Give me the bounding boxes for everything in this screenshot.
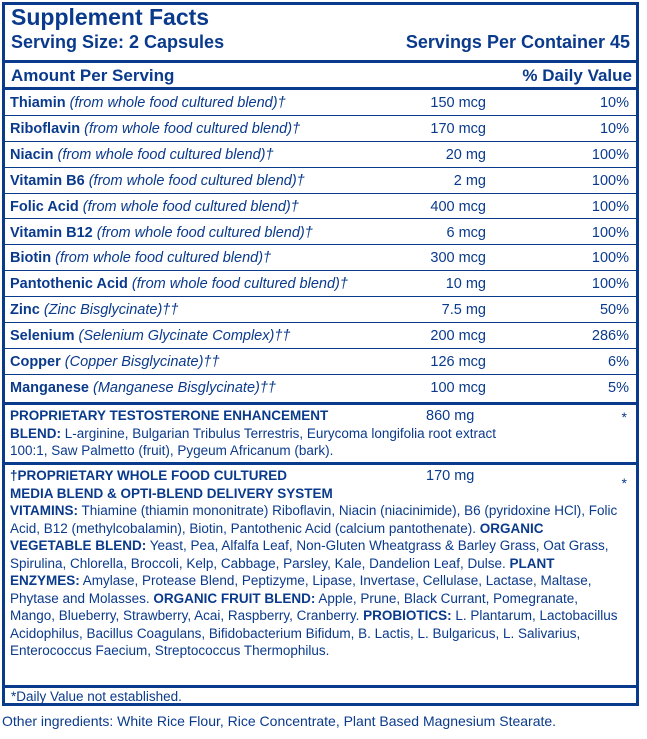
servings-per-container: Servings Per Container 45 [405,32,630,52]
nutrient-name [10,95,286,111]
probiotics-label: PROBIOTICS: [363,608,452,623]
nutrient-amount: 10 mg [445,276,486,293]
nutrient-name [10,225,313,241]
nutrient-dv: 50% [599,302,629,319]
nutrient-dv: 10% [599,120,629,137]
nutrient-dv: 100% [591,146,629,163]
nutrient-amount: 7.5 mg [441,302,486,319]
nutrient-dv: 6% [608,354,629,370]
nutrient-name [10,276,348,292]
nutrient-amount: 6 mcg [446,224,486,241]
nutrient-label: Selenium [10,328,75,345]
nutrient-name [10,173,305,189]
nutrient-source: (Manganese Bisglycinate)†† [93,379,276,396]
nutrient-row [5,116,636,142]
fruit-text: Apple, Prune, Black Currant, Pomegranate, Mango, Blueberry, Strawberry, Acai, Raspberry, Cranberry. [10,590,578,623]
daily-value-header: % Daily Value [522,66,632,85]
nutrient-row [5,375,636,401]
blend-dv: * [621,409,627,425]
nutrient-label: Niacin [10,146,54,163]
fruit-label: ORGANIC FRUIT BLEND: [153,590,316,606]
nutrient-source: (Selenium Glycinate Complex)†† [78,328,291,345]
nutrient-label: Pantothenic Acid [10,276,128,293]
nutrient-source: (from whole food cultured blend)† [69,95,286,111]
nutrient-amount: 2 mg [453,172,486,189]
vegetable-label: ORGANIC VEGETABLE BLEND: [10,520,544,553]
nutrient-amount: 126 mcg [430,354,486,370]
nutrient-row [5,220,636,246]
nutrient-row [5,245,636,271]
blend-amount: 860 mg [426,408,475,424]
blend-ingredients: L-arginine, Bulgarian Tribulus Terrestris, Eurycoma longifolia root extract [61,425,496,441]
vitamins-label: VITAMINS: [10,503,78,518]
other-ingredients: Other ingredients: White Rice Flour, Rice Concentrate, Plant Based Magnesium Stearate. [2,713,557,729]
divider [5,60,636,63]
nutrient-amount: 400 mcg [430,198,486,215]
vitamins-text: Thiamine (thiamin mononitrate) Riboflavin, Niacin (niacinimide), B6 (pyridoxine HCl), Folic Acid, B12 (methylcobalamin), Biotin, Pantothenic Acid (calcium pantothenate). [10,503,618,536]
nutrient-amount: 170 mcg [430,120,486,137]
nutrient-name [10,199,299,215]
nutrient-label: Thiamin [10,95,66,111]
blend-title: PROPRIETARY TESTOSTERONE ENHANCEMENT [10,408,329,423]
nutrient-name [10,121,300,137]
nutrient-label: Vitamin B6 [10,172,85,189]
nutrient-dv: 286% [591,328,629,345]
nutrient-name [10,380,276,396]
nutrient-row [5,168,636,194]
nutrient-label: Manganese [10,379,89,396]
nutrient-dv: 100% [591,224,629,241]
nutrient-amount: 100 mcg [430,379,486,396]
nutrient-name [10,250,271,266]
nutrient-label: Folic Acid [10,198,79,215]
nutrient-source: (from whole food cultured blend)† [55,250,272,267]
testosterone-blend [10,407,624,460]
blend-title: †PROPRIETARY WHOLE FOOD CULTURED [10,468,288,483]
nutrient-amount: 300 mcg [430,250,486,267]
nutrient-amount: 150 mcg [430,95,486,111]
divider [5,402,636,405]
blend-ingredients-cont: 100:1, Saw Palmetto (fruit), Pygeum Africanum (bark). [10,443,334,458]
amount-header: Amount Per Serving [11,66,175,85]
nutrient-label: Riboflavin [10,120,81,137]
nutrient-label: Vitamin B12 [10,224,93,241]
nutrient-row [5,349,636,375]
nutrient-source: (from whole food cultured blend)† [131,276,348,293]
enzymes-text: Amylase, Protease Blend, Peptizyme, Lipase, Invertase, Cellulase, Lactase, Maltase, Phytase and Molasses. [10,573,592,606]
nutrient-name [10,354,220,370]
nutrient-row [5,297,636,323]
nutrient-label: Zinc [10,302,40,319]
nutrient-source: (Zinc Bisglycinate)†† [43,302,179,319]
blend-title-cont: BLEND: [10,425,61,441]
whole-food-blend [10,467,624,660]
nutrient-dv: 100% [591,250,629,267]
nutrient-dv: 5% [608,379,629,396]
nutrient-label: Copper [10,354,61,370]
nutrient-row [5,142,636,168]
nutrient-dv: 100% [591,276,629,293]
nutrient-name [10,147,274,163]
nutrient-source: (from whole food cultured blend)† [82,198,299,215]
blend-amount: 170 mg [426,468,475,484]
probiotics-text: L. Plantarum, Lactobacillus Acidophilus, Bacillus Coagulans, Bifidobacterium Bifidum, B. Lactis, L. Bulgaricus, L. Salivarius, Enterococcus Faecium, Streptococcus Thermophilus. [10,608,618,658]
nutrient-source: (from whole food cultured blend)† [57,146,274,163]
nutrient-row [5,194,636,220]
divider [5,685,636,688]
nutrient-amount: 200 mcg [430,328,486,345]
nutrient-label: Biotin [10,250,52,267]
nutrient-amount: 20 mg [445,146,486,163]
panel-title: Supplement Facts [11,4,210,30]
nutrient-row [5,90,636,116]
nutrient-source: (Copper Bisglycinate)†† [64,354,220,370]
enzymes-label: PLANT ENZYMES: [10,555,555,588]
nutrient-name [10,328,290,344]
nutrient-dv: 100% [591,172,629,189]
nutrient-row [5,323,636,349]
nutrient-source: (from whole food cultured blend)† [96,224,313,241]
vegetable-text: Yeast, Pea, Alfalfa Leaf, Non-Gluten Wheatgrass & Barley Grass, Oat Grass, Spirulina, Chlorella, Broccoli, Kelp, Cabbage, Parsley, Kale, Dandelion Leaf, Dulse. [10,538,609,571]
blend-dv: * [621,475,627,491]
supplement-facts-panel [2,2,639,706]
nutrient-dv: 100% [591,198,629,215]
nutrient-row [5,271,636,297]
nutrient-name [10,302,178,318]
serving-size: Serving Size: 2 Capsules [11,32,225,52]
divider [5,462,636,465]
nutrient-dv: 10% [599,95,629,111]
nutrient-source: (from whole food cultured blend)† [88,172,305,189]
footnote: *Daily Value not established. [11,689,182,704]
nutrient-source: (from whole food cultured blend)† [84,120,301,137]
blend-title-cont: MEDIA BLEND & OPTI-BLEND DELIVERY SYSTEM [10,485,333,501]
